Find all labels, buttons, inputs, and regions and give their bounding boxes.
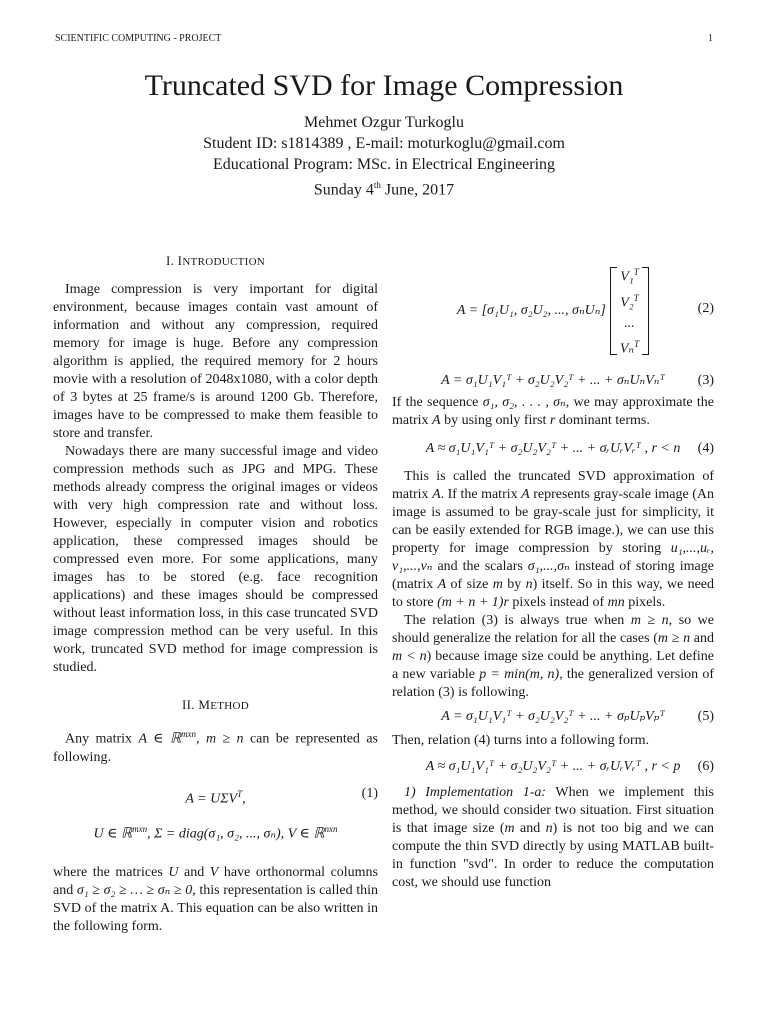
right-paragraph-3: The relation (3) is always true when m ≥ n, so we should generalize the relation for all the cases (m ≥ n and m < n) because image size could be anything. Let define a new variable p = min(m, n), the generalized version of relation (3) is following. (392, 613, 714, 700)
equation-5-number: (5) (697, 709, 714, 724)
equation-3-number: (3) (697, 373, 714, 388)
equation-4: A ≈ σ₁U₁V₁ᵀ + σ₂U₂V₂ᵀ + ... + σᵣUᵣVᵣᵀ , r < n (4) (425, 441, 714, 456)
matrix-row: V₂$^T$ (620, 292, 639, 311)
equation-2-number: (2) (697, 301, 714, 316)
equation-4-number: (4) (697, 441, 714, 456)
intro-paragraph-1: Image compression is very important for digital environment, because images contain vast amount of information and without any compression, required memory for image is huge. Before any compression algorithm is applied, the required memory for 2 hours movie with a resolution of 2048x1080, with a color depth of 3 bytes at 25 frame/s is around 1200 Gb. Therefore, images have to be compressed to make them feasible to store and transfer. (53, 282, 378, 441)
method-paragraph-1: Any matrix A ∈ ℝ$^{mxn}$, m ≥ n can be represented as following. (53, 729, 378, 765)
author-program: Educational Program: MSc. in Electrical Engineering (212, 156, 556, 173)
equation-3: A = σ₁U₁V₁ᵀ + σ₂U₂V₂ᵀ + ... + σₙUₙVₙᵀ (3) (441, 373, 714, 388)
matrix-row: V₁$^T$ (620, 267, 639, 285)
equation-definitions: U ∈ ℝ$^{mxn}$, Σ = diag(σ₁, σ₂, ..., σₙ), V ∈ ℝ$^{nxn}$ (93, 824, 338, 842)
title-block (0, 66, 768, 200)
right-column (392, 262, 714, 892)
subsection-heading: 1) Implementation 1-a: (404, 785, 547, 800)
section-heading-introduction: I. INTRODUCTION (165, 253, 266, 268)
running-title: SCIENTIFIC COMPUTING - PROJECT (55, 33, 222, 44)
equation-6-number: (6) (697, 759, 714, 774)
author-id-email: Student ID: s1814389 , E-mail: moturkoglu@gmail.com (203, 135, 565, 152)
intro-paragraph-2: Nowadays there are many successful image and video compression methods such as JPG and MPG. These methods already compress the original images or videos with very high compression rate and without loss. However, especially in computer vision and robotics application, these compressed images should be compressed even more. For some applications, many images has to be stored (e.g. face recognition applications) and these images should be compressed without least information loss, in this case truncated SVD image compression method can be very useful. In this work, truncated SVD method for image compression is studied. (53, 444, 378, 675)
equation-5: A = σ₁U₁V₁ᵀ + σ₂U₂V₂ᵀ + ... + σₚUₚVₚᵀ (5) (441, 709, 714, 724)
paper-date: Sunday 4th June, 2017 (313, 180, 455, 199)
equation-6: A ≈ σ₁U₁V₁ᵀ + σ₂U₂V₂ᵀ + ... + σᵣUᵣVᵣᵀ , r < p (6) (425, 759, 714, 774)
left-column (53, 252, 378, 936)
method-paragraph-2: where the matrices U and V have orthonormal columns and σ₁ ≥ σ₂ ≥ … ≥ σₙ ≥ 0, this representation is called thin SVD of the matrix A. This equation can be also written in the following form. (53, 864, 379, 934)
running-header (55, 33, 713, 47)
equation-1: $A = U\Sigma V^T$, (1) (185, 785, 378, 807)
right-paragraph-4: Then, relation (4) turns into a following form. (392, 733, 649, 748)
right-paragraph-5: 1) Implementation 1-a: When we implement this method, we should consider two situation. First situation is that image size (m and n) is not too big and we can compute the thin SVD directly by using MATLAB built-in function "svd". In order to reduce the computation cost, we should use function (392, 785, 715, 890)
page-number: 1 (708, 33, 713, 44)
author-name: Mehmet Ozgur Turkoglu (304, 114, 464, 131)
matrix-row: Vₙ$^T$ (619, 339, 640, 357)
paper-title: Truncated SVD for Image Compression (144, 69, 624, 102)
right-paragraph-2: This is called the truncated SVD approximation of matrix A. If the matrix A represents gray-scale image (An image is assumed to be gray-scale just for simplicity, it can be easily extended for RGB image.), we can use this property for image compression by storing u₁,...,uᵣ, v₁,...,vₙ and the scalars σ₁,...,σₙ instead of storing image (matrix A of size m by n) itself. So in this way, we need to store (m + n + 1)r pixels instead of mn pixels. (392, 469, 715, 610)
right-paragraph-1: If the sequence σ₁, σ₂, . . . , σₙ, we may approximate the matrix A by using only first r dominant terms. (392, 395, 714, 428)
section-heading-method: II. METHOD (182, 697, 249, 712)
equation-1-number: (1) (361, 785, 378, 801)
equation-2: A = [σ₁U₁, σ₂U₂, ..., σₙUₙ] V₁$^T$ V₂$^T$ ... Vₙ$^T$ (2) (392, 262, 714, 354)
matrix-v-transpose (610, 262, 649, 360)
matrix-row: ... (624, 316, 635, 332)
